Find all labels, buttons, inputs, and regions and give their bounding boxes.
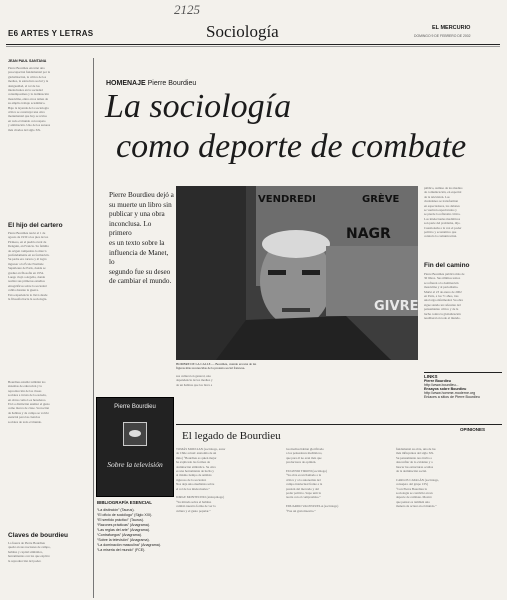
text-line: sociales a través de la escuela, (8, 393, 47, 398)
text-line: Nos deja una enseñanza sobre (176, 482, 215, 487)
text-line: EDUARDO VALENZUELA (sociólogo) (286, 504, 339, 509)
kicker-label: HOMENAJE (106, 80, 146, 87)
quote-line: segundo fue su deseo (109, 267, 171, 276)
text-line: “Con Pierre Bourdieu la (396, 486, 427, 491)
text-line: Su pensamiento nos invita a (396, 455, 432, 460)
text-line: que para él no eran más que (286, 455, 322, 460)
text-line: Luego viajó a Argelia, donde (8, 275, 46, 280)
text-line: manera de actuar en el mundo.” (396, 504, 437, 509)
text-line: se pierde la reflexión crítica. (424, 212, 461, 217)
text-line: mito) “Bourdieu es quien mejor (176, 455, 217, 460)
text-line: de la televisión. Los (424, 194, 450, 199)
text-line: crítica se construyó una obra (8, 110, 45, 115)
headline-line-2: como deporte de combate (116, 128, 467, 165)
text-line: habitus y capital simbólico, (8, 549, 44, 554)
text-line: lucha contra la globalización (424, 311, 461, 316)
link-item[interactable]: Ensayos sobre Bourdieu (424, 387, 467, 391)
text-line: Pierre Bourdieu encarnó una (8, 66, 45, 70)
text-line: herramientas con las que explicó (8, 554, 50, 559)
headline-line-1: La sociología (105, 88, 292, 125)
handwritten-number: 2125 (174, 2, 200, 17)
text-line: teoría con el compromiso.” (286, 495, 321, 500)
bibliography-title: BIBLIOGRAFÍA ESENCIAL (97, 500, 152, 505)
text-line: riguroso de la sociedad. (176, 477, 207, 482)
kicker (106, 80, 196, 87)
text-line: 30 libros. Sus últimos textos (424, 276, 461, 281)
links-box (424, 372, 502, 411)
text-line: sigue siendo un referente del (424, 302, 461, 307)
masthead: EL MERCURIO (432, 25, 471, 31)
text-line: masculina, entre otros temas de (8, 96, 49, 101)
caption-line: HOMBRE DE LA CALLE.— Bourdieu, cuando era una de las (176, 362, 257, 366)
text-line: graduó en filosofía en 1954. (8, 270, 44, 275)
text-line: EUGENIO TIRONI (sociólogo) (286, 469, 328, 474)
text-line: Supérieure de París, donde se (8, 266, 46, 271)
text-line: esencial para las ciencias (8, 415, 40, 420)
text-line: globalización, la crítica de los (8, 74, 47, 79)
text-line: cambió nuestra forma de ver la (176, 504, 216, 509)
opinions-label: OPINIONES (460, 427, 486, 432)
quote-line: inconclusa. Lo primero (109, 219, 152, 238)
text-line: profundamente en su formación. (8, 253, 50, 258)
text-line: CARLOS CATALÁN (sociólogo, (396, 477, 440, 482)
right-body-2 (424, 272, 502, 322)
legacy-col-3 (396, 447, 502, 597)
text-line: “Fue un gran maestro.” (286, 508, 316, 513)
text-line: de un habitus que los lleva a (176, 382, 213, 387)
text-line: agosto de 1930 a los pies de los (8, 235, 49, 240)
text-line: sociología se convirtió en un (396, 491, 433, 496)
sign-word: VENDREDI (258, 194, 316, 205)
masthead-date: DOMINGO 9 DE FEBRERO DE 2002 (414, 34, 471, 38)
text-line: dependencia de los medios y (176, 378, 213, 383)
mid-text (176, 374, 418, 394)
text-line: reproducción de las clases (8, 388, 42, 393)
right-subheading: Fin del camino (424, 262, 470, 269)
text-line: buscar las estructuras ocultas (396, 464, 434, 469)
bibliography-item: “Contrafuegos” (Anagrama). (97, 533, 142, 537)
text-line: ha explicado las formas de (176, 460, 210, 465)
text-line: su amplio trabajo académico. (8, 101, 46, 106)
left-body-4 (8, 541, 88, 597)
text-line: la reproducción del poder. (8, 558, 42, 563)
text-line: que pensar es también una (396, 499, 430, 504)
caption-line: figuras más reconocidas de la protesta social francesa. (176, 366, 246, 371)
text-line: ingresar a la École Normale (8, 261, 44, 266)
text-line: JORGE MONTECINO (antropólogo) (176, 495, 225, 500)
quote-line: Pierre Bourdieu dejó a (109, 191, 174, 199)
text-line: preocupación fundamental por la (8, 70, 51, 75)
text-line: se refieren a la dominación (424, 280, 459, 285)
text-line: más influyentes del siglo XX. (396, 451, 434, 456)
text-line: “Su obra es un llamado a la (286, 473, 322, 478)
text-line: “Su mirada sobre el habitus (176, 499, 212, 504)
text-line: Murió el 23 de enero de 2002 (424, 289, 462, 294)
text-line: medios, la estructura social y la (8, 79, 49, 84)
link-item[interactable]: Pierre Bourdieu (424, 379, 451, 383)
byline: JEAN PAUL SANTANA (8, 59, 47, 63)
text-line: más citados del siglo XX. (8, 127, 41, 132)
text-line: controla la comunicación. (424, 234, 458, 239)
text-line: a los pensadores mediáticos, (286, 451, 323, 456)
bibliography-item: “Las reglas del arte” (Anagrama). (97, 528, 150, 532)
text-line: de Chile actual: anatomía de un (176, 451, 217, 456)
text-line: de la dominación social. (396, 469, 427, 474)
legacy-col-1 (176, 447, 280, 597)
book-emblem (123, 422, 147, 446)
text-line: fundamentó su obra, una de las (396, 447, 436, 451)
text-line: Los intelectuales mediáticos (424, 216, 461, 221)
eye-icon (129, 430, 141, 437)
sign-word: GRÈVE (362, 194, 400, 205)
text-line: Esta experiencia lo llevó desde (8, 292, 48, 297)
header-rule-thin (6, 46, 500, 47)
kicker-name: Pierre Bourdieu (147, 80, 197, 87)
links-label: LINKS (424, 374, 438, 379)
text-line: Pirineos, en el pueblo rural de (8, 239, 47, 244)
bibliography-item: “La distinción” (Taurus). (97, 508, 135, 512)
text-line: dominación simbólica. Su obra (176, 464, 216, 469)
text-line: al mismo tiempo de análisis (176, 473, 212, 478)
text-line: cultura y el gusto popular.” (176, 508, 211, 513)
sign-word: GIVRE (374, 299, 418, 314)
text-line: Denguin, en Francia. Su familia (8, 244, 49, 249)
pull-quote (109, 191, 175, 287)
text-line: el rol de los intelectuales.” (176, 486, 210, 491)
text-line: campo intelectual frente a la (286, 482, 323, 487)
bibliography-item: “El oficio de sociólogo” (Siglo XXI). (97, 513, 153, 517)
text-line: en obras como Los herederos. (8, 397, 47, 402)
text-line: desigualdad, el rol de los (8, 83, 40, 88)
bourdieu-photo (176, 186, 418, 360)
text-line: en París, a los 71 años, tras (424, 294, 459, 299)
text-line: contemporánea y la dominación (8, 92, 49, 97)
text-line: quedó en sus nociones de campo, (8, 545, 51, 550)
bibliography-item: “La dominación masculina” (Anagrama). (97, 543, 161, 547)
text-line: realizó sus primeros estudios (8, 279, 45, 284)
text-line: los medios habían glorificado (286, 447, 324, 451)
text-line: crítica y a la autonomía del (286, 477, 321, 482)
text-line: En La distinción analizó el gusto (8, 402, 50, 407)
text-line: desconfiar de lo evidente y a (396, 460, 433, 465)
section-title: Sociología (206, 22, 279, 41)
text-line: sistemas de educación y la (8, 384, 42, 389)
text-line: sus cultural en general, una (176, 374, 211, 378)
bibliography-list (97, 508, 175, 553)
quote-line: publicar y una obra (109, 210, 165, 219)
quote-line: de cambiar el mundo. (109, 277, 172, 286)
text-line: de habitus y de campo se volvió (8, 410, 49, 415)
quote-line: influencia de Manet, lo (109, 248, 169, 267)
text-line: presión del mercado y del (286, 486, 319, 491)
text-line: masculina y al periodismo. (424, 285, 459, 290)
bibliography-item: “El sentido práctico” (Taurus). (97, 518, 144, 522)
text-line: es una herramienta de lucha y (176, 469, 214, 474)
text-line: se vuelven espectáculos y (424, 208, 457, 213)
left-body-3 (8, 380, 88, 426)
page-section: E6 ARTES Y LETRAS (8, 29, 94, 38)
legacy-title: El legado de Bourdieu (182, 430, 281, 442)
link-item[interactable]: http://www.homme-moderne.org (424, 391, 476, 395)
text-line: en espectadores, los debates (424, 203, 460, 208)
text-line: Bajo la leyenda de la sociología (8, 105, 49, 110)
right-body-1 (424, 186, 502, 268)
text-line: ciudadanos se transforman (424, 199, 458, 204)
text-line: consejero del grupo CIS) (396, 482, 428, 487)
text-line: productores de opinión. (286, 460, 317, 465)
text-line: Bourdieu estudió también los (8, 380, 46, 384)
text-line: político y económico que (424, 230, 457, 235)
text-line: La fuerza de Pierre Bourdieu (8, 541, 45, 545)
book-cover (96, 397, 174, 497)
text-line: una larga enfermedad. Su obra (424, 298, 463, 303)
text-line: intelectuales en la sociedad (8, 88, 43, 93)
text-line: como marca de clase. Su noción (8, 406, 50, 411)
text-line: en todo el mundo con respeto (8, 118, 46, 123)
text-line: de comunicación, en especial (424, 190, 462, 195)
text-line: sociales de todo el mundo. (8, 419, 42, 424)
left-body-2 (8, 231, 88, 371)
bibliography-item: “Sobre la televisión” (Anagrama). (97, 538, 150, 542)
quote-line: es un texto sobre la (109, 238, 165, 247)
link-item[interactable]: http://www.bourdieu... (424, 383, 459, 387)
header-rule (6, 44, 500, 45)
text-line: Pierre Bourdieu nació el 1 de (8, 231, 46, 235)
text-line: poder político. Supo unir la (286, 491, 321, 496)
opinions-rule (176, 424, 502, 425)
left-intro (8, 66, 88, 186)
book-author: Pierre Bourdieu (114, 404, 156, 410)
text-line: Pierre Bourdieu publicó más de (424, 272, 465, 276)
text-line: neoliberal en todo el mundo. (424, 316, 461, 321)
column-rule (93, 58, 94, 598)
text-line: Su padre era cartero y él logró (8, 257, 47, 262)
left-subheading: El hijo del cartero (8, 222, 63, 229)
book-title: Sobre la televisión (107, 460, 163, 469)
photo-image (176, 186, 418, 360)
text-line: etnográficos sobre la sociedad (8, 283, 47, 288)
text-line: de origen campesino lo marcó (8, 248, 47, 253)
text-line: cabila durante la guerra. (8, 288, 39, 293)
sign-word: NAGR (346, 226, 391, 242)
text-line: público, sumiso de los medios (424, 186, 463, 190)
text-line: pensamiento crítico y de la (424, 307, 459, 312)
text-line: monumental que hoy se revisa (8, 114, 47, 119)
left-subheading-2: Claves de bourdieu (8, 532, 68, 539)
text-line: son parte del problema, dijo. (424, 221, 461, 226)
photo-caption (176, 362, 418, 372)
text-line: Cuestionaba a la vez el poder (424, 225, 462, 230)
text-line: TOMÁS MOULIAN (sociólogo, autor (176, 447, 226, 451)
text-line: la filosofía hacia la sociología. (8, 297, 48, 302)
legacy-col-2 (286, 447, 390, 597)
link-item[interactable]: Enlaces a sitios de Pierre Bourdieu (424, 395, 480, 399)
text-line: y admiración. Uno de los autores (8, 123, 51, 128)
quote-line: su muerte un libro sin (109, 200, 172, 209)
bibliography-item: “La miseria del mundo” (FCE). (97, 548, 146, 552)
text-line: deporte de combate. Mostró (396, 495, 432, 500)
bibliography-item: “Razones prácticas” (Anagrama). (97, 523, 150, 527)
